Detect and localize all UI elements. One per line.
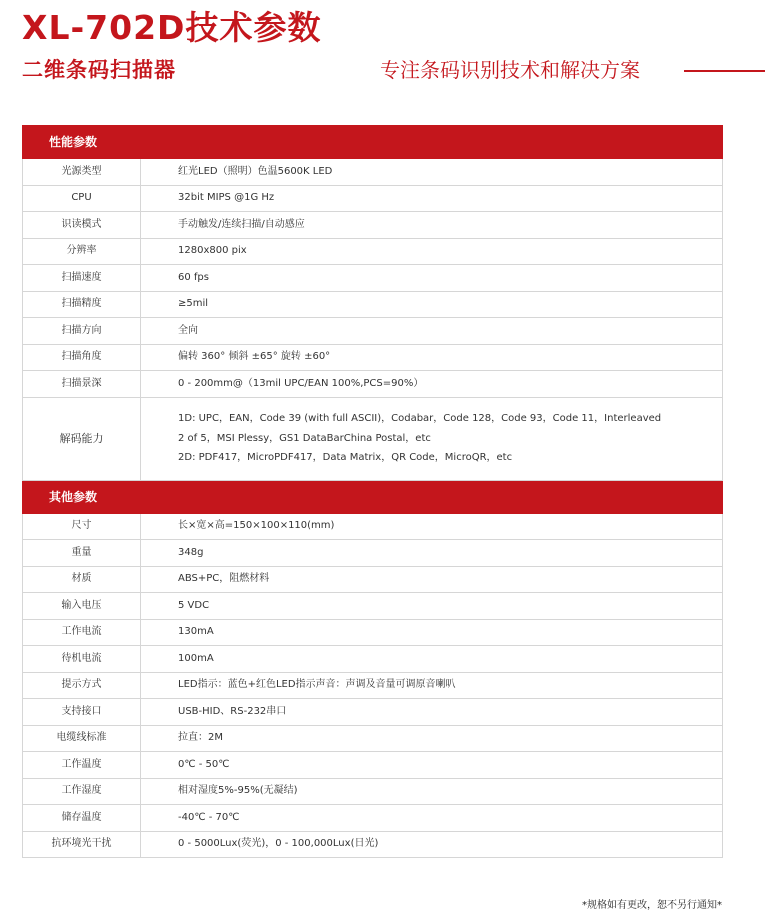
table-row [23,566,723,593]
spec-key: CPU [23,185,141,212]
section-header-performance [23,126,723,159]
spec-value: 拉直：2M [141,725,723,752]
section-title: 其他参数 [23,480,723,513]
table-row [23,540,723,567]
table-row [23,212,723,239]
spec-value: 手动触发/连续扫描/自动感应 [141,212,723,239]
table-row [23,185,723,212]
table-row [23,646,723,673]
spec-value: 0 - 200mm@（13mil UPC/EAN 100%,PCS=90%） [141,371,723,398]
table-row [23,619,723,646]
spec-value [141,397,723,480]
table-row [23,593,723,620]
spec-key: 光源类型 [23,159,141,186]
decode-line: 2D: PDF417，MicroPDF417，Data Matrix，QR Code，MicroQR，etc [178,452,513,464]
spec-value: 偏转 360° 倾斜 ±65° 旋转 ±60° [141,344,723,371]
section-title: 性能参数 [23,126,723,159]
table-row [23,672,723,699]
slogan-divider [684,70,765,72]
spec-value: 5 VDC [141,593,723,620]
table-row [23,831,723,858]
table-row [23,778,723,805]
spec-key: 识读模式 [23,212,141,239]
slogan: 专注条码识别技术和解决方案 [380,58,640,82]
spec-value: 32bit MIPS @1G Hz [141,185,723,212]
spec-key: 输入电压 [23,593,141,620]
spec-value: 全向 [141,318,723,345]
spec-value: LED指示：蓝色+红色LED指示声音：声调及音量可调原音喇叭 [141,672,723,699]
spec-key: 提示方式 [23,672,141,699]
spec-key: 扫描方向 [23,318,141,345]
table-row [23,752,723,779]
spec-key: 工作湿度 [23,778,141,805]
table-row [23,344,723,371]
section-header-other [23,480,723,513]
spec-value: -40℃ - 70℃ [141,805,723,832]
spec-value: 60 fps [141,265,723,292]
spec-key: 储存温度 [23,805,141,832]
spec-key: 电缆线标准 [23,725,141,752]
spec-value: 348g [141,540,723,567]
spec-value: 1280x800 pix [141,238,723,265]
spec-key: 解码能力 [23,397,141,480]
spec-key: 工作电流 [23,619,141,646]
spec-value: 长×宽×高=150×100×110(mm) [141,513,723,540]
spec-key: 重量 [23,540,141,567]
decode-line: 2 of 5，MSI Plessy，GS1 DataBarChina Postal，etc [178,432,431,444]
spec-key: 扫描角度 [23,344,141,371]
spec-value: 130mA [141,619,723,646]
spec-value: 100mA [141,646,723,673]
spec-table [22,125,723,858]
table-row-decode [23,397,723,480]
table-row [23,725,723,752]
spec-key: 尺寸 [23,513,141,540]
spec-key: 材质 [23,566,141,593]
table-row [23,371,723,398]
product-subtitle: 二维条码扫描器 [22,58,176,82]
table-row [23,159,723,186]
spec-key: 分辨率 [23,238,141,265]
table-row [23,265,723,292]
table-row [23,699,723,726]
spec-value: ≥5mil [141,291,723,318]
spec-value: 0 - 5000Lux(荧光)，0 - 100,000Lux(日光) [141,831,723,858]
spec-value: ABS+PC，阻燃材料 [141,566,723,593]
table-row [23,513,723,540]
spec-key: 扫描精度 [23,291,141,318]
spec-value: 0℃ - 50℃ [141,752,723,779]
spec-key: 扫描景深 [23,371,141,398]
spec-key: 支持接口 [23,699,141,726]
footnote: *规格如有更改，恕不另行通知* [582,900,722,911]
table-row [23,238,723,265]
spec-value: 相对湿度5%-95%(无凝结) [141,778,723,805]
decode-line: 1D: UPC，EAN，Code 39 (with full ASCII)，Codabar，Code 128，Code 93，Code 11，Interleaved [178,413,662,425]
spec-value: 红光LED（照明）色温5600K LED [141,159,723,186]
spec-key: 抗环境光干扰 [23,831,141,858]
table-row [23,291,723,318]
page-title: XL-702D技术参数 [22,8,322,47]
spec-key: 待机电流 [23,646,141,673]
table-row [23,805,723,832]
table-row [23,318,723,345]
spec-key: 扫描速度 [23,265,141,292]
spec-value: USB-HID、RS-232串口 [141,699,723,726]
spec-key: 工作温度 [23,752,141,779]
